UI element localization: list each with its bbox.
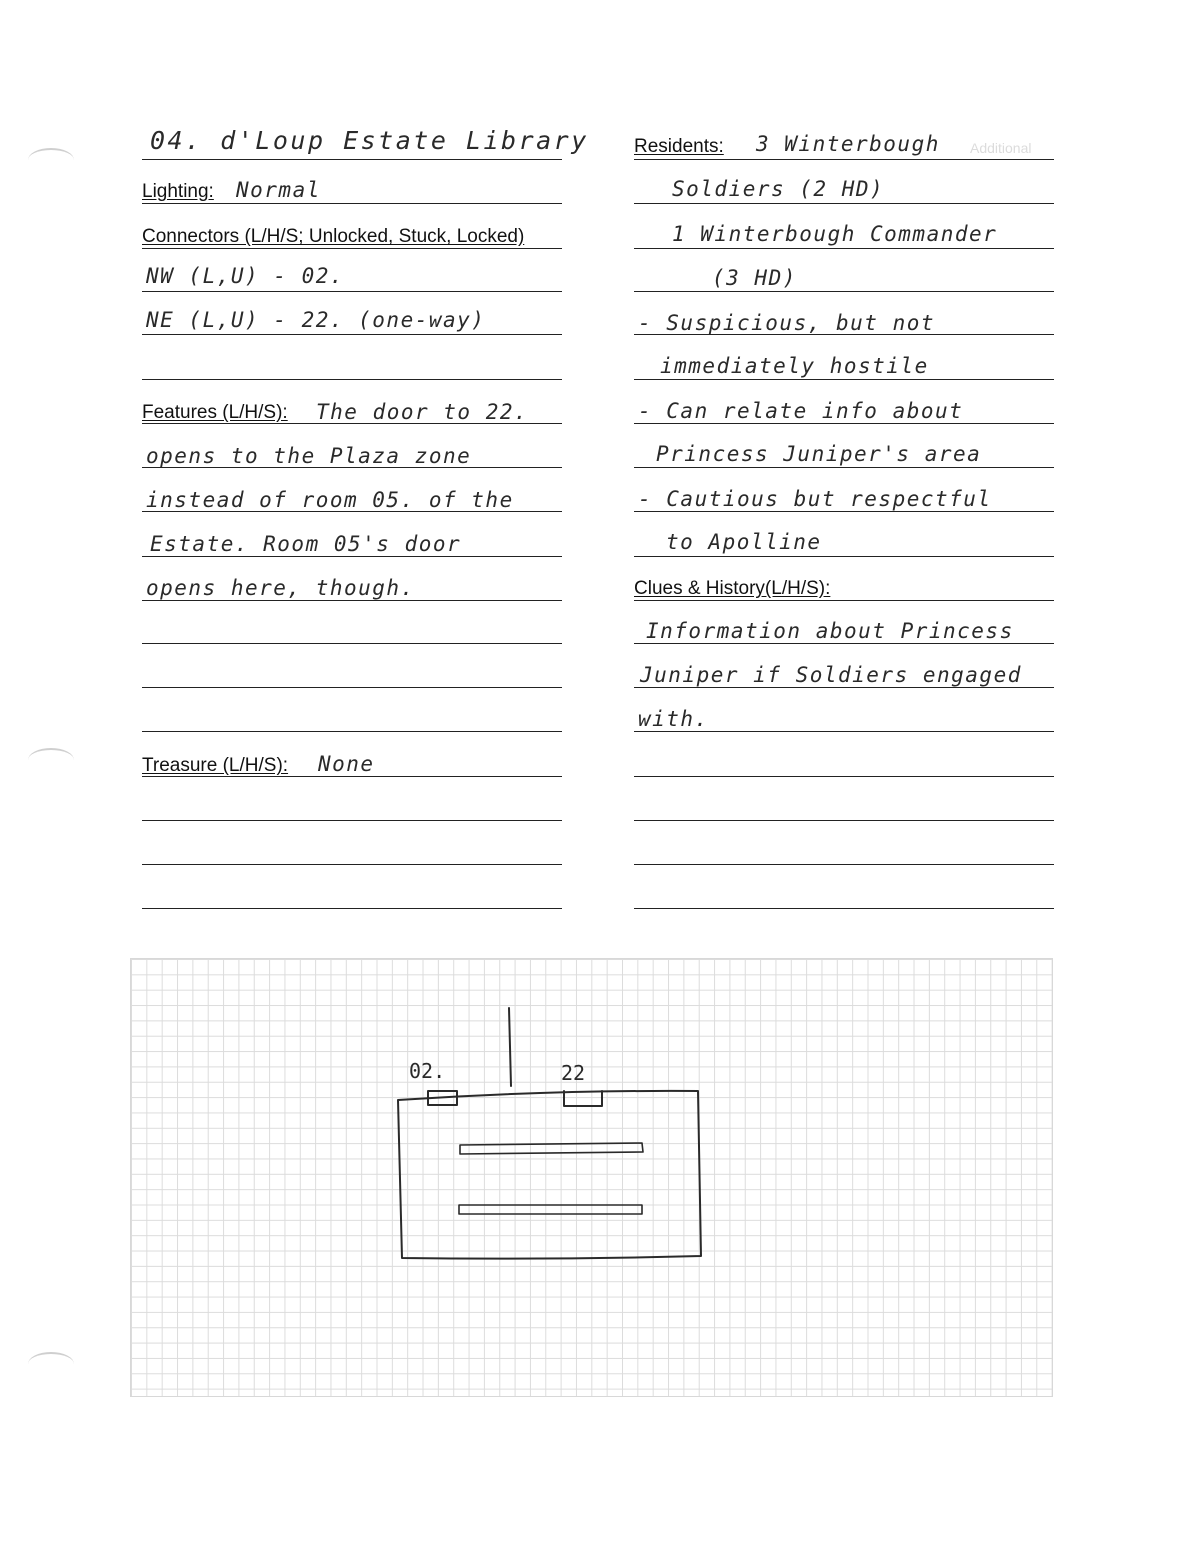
rule-line xyxy=(634,776,1054,777)
rule-line xyxy=(142,248,562,249)
features-line: Estate. Room 05's door xyxy=(150,532,462,556)
rule-line xyxy=(142,159,562,160)
residents-line: (3 HD) xyxy=(712,266,797,290)
residents-line: - Suspicious, but not xyxy=(638,311,936,335)
rule-line xyxy=(634,731,1054,732)
rule-line xyxy=(634,291,1054,292)
rule-line xyxy=(142,291,562,292)
door-left-label: 02. xyxy=(409,1059,446,1083)
lighting-label: Lighting: xyxy=(142,181,214,202)
rule-line xyxy=(142,600,562,601)
rule-line xyxy=(142,511,562,512)
residents-line: - Cautious but respectful xyxy=(638,487,992,511)
door-right-label: 22 xyxy=(561,1061,586,1085)
rule-line xyxy=(634,334,1054,335)
rule-line xyxy=(634,159,1054,160)
rule-line xyxy=(634,423,1054,424)
rule-line xyxy=(142,556,562,557)
bookshelf-upper xyxy=(460,1143,643,1154)
rule-line xyxy=(634,467,1054,468)
features-first-line: The door to 22. xyxy=(316,400,529,424)
rule-line xyxy=(142,379,562,380)
rule-line xyxy=(142,908,562,909)
door-right xyxy=(564,1091,602,1106)
clues-label: Clues & History(L/H/S): xyxy=(634,578,831,599)
clues-line: Juniper if Soldiers engaged xyxy=(640,663,1022,687)
map-vertical-line xyxy=(509,1008,511,1086)
rule-line xyxy=(634,556,1054,557)
rule-line xyxy=(634,379,1054,380)
connector-line-2: NE (L,U) - 22. (one-way) xyxy=(146,308,486,332)
binder-hole-bottom xyxy=(28,1352,74,1376)
binder-hole-top xyxy=(28,148,74,172)
faint-printed-text: Additional xyxy=(970,140,1032,156)
bookshelf-lower xyxy=(459,1205,642,1214)
treasure-label: Treasure (L/H/S): xyxy=(142,755,289,776)
rule-line xyxy=(142,467,562,468)
features-line: opens here, though. xyxy=(146,576,415,600)
residents-line: Princess Juniper's area xyxy=(656,442,982,466)
features-line: opens to the Plaza zone xyxy=(146,444,472,468)
rule-line xyxy=(142,820,562,821)
residents-first-line: 3 Winterbough xyxy=(756,132,940,156)
residents-line: - Can relate info about xyxy=(638,399,964,423)
rule-line xyxy=(142,203,562,204)
treasure-value: None xyxy=(318,752,375,776)
features-label: Features (L/H/S): xyxy=(142,402,288,423)
residents-line: 1 Winterbough Commander xyxy=(672,222,998,246)
rule-line xyxy=(634,600,1054,601)
binder-hole-middle xyxy=(28,748,74,772)
rule-line xyxy=(634,248,1054,249)
rule-line xyxy=(634,687,1054,688)
connectors-label: Connectors (L/H/S; Unlocked, Stuck, Locked) xyxy=(142,226,525,247)
residents-label: Residents: xyxy=(634,136,724,157)
rule-line xyxy=(634,643,1054,644)
rule-line xyxy=(142,643,562,644)
rule-line xyxy=(142,731,562,732)
rule-line xyxy=(634,864,1054,865)
residents-line: immediately hostile xyxy=(660,354,929,378)
rule-line xyxy=(142,334,562,335)
connector-line-1: NW (L,U) - 02. xyxy=(146,264,345,288)
rule-line xyxy=(142,423,562,424)
rule-line xyxy=(142,687,562,688)
rule-line xyxy=(142,864,562,865)
residents-line: Soldiers (2 HD) xyxy=(672,177,885,201)
lighting-value: Normal xyxy=(236,178,321,202)
clues-line: with. xyxy=(638,707,709,731)
rule-line xyxy=(634,820,1054,821)
room-title: 04. d'Loup Estate Library xyxy=(150,126,589,155)
residents-line: to Apolline xyxy=(666,530,822,554)
clues-line: Information about Princess xyxy=(646,619,1014,643)
features-line: instead of room 05. of the xyxy=(146,488,514,512)
rule-line xyxy=(634,511,1054,512)
room-outline xyxy=(398,1091,701,1259)
rule-line xyxy=(634,908,1054,909)
rule-line xyxy=(634,203,1054,204)
room-map-sketch xyxy=(130,958,1051,1395)
rule-line xyxy=(142,776,562,777)
